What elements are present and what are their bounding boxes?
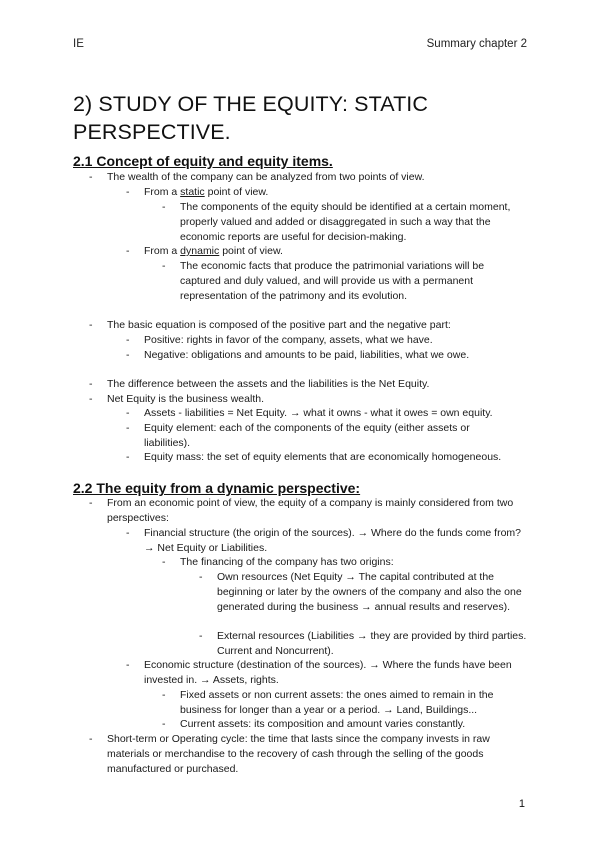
list-item: - The wealth of the company can be analyzed from two points of view. <box>89 171 425 183</box>
list-item: - Financial structure (the origin of the sources). → Where do the funds come from? → Net Equity or Liabilities. <box>126 527 522 554</box>
list-item: - Negative: obligations and amounts to be paid, liabilities, what we owe. <box>126 349 470 361</box>
page-number: 1 <box>518 798 525 810</box>
list-item: - The basic equation is composed of the positive part and the negative part: <box>89 319 451 331</box>
header-right: Summary chapter 2 <box>426 38 527 50</box>
list-item: - From a static point of view. <box>126 186 269 198</box>
list-item: - Net Equity is the business wealth. <box>89 393 264 405</box>
list-item: - Equity mass: the set of equity elements that are economically homogeneous. <box>126 451 502 463</box>
list-item: - External resources (Liabilities → they are provided by third parties. Current and Noncurrent). <box>199 630 527 657</box>
list-item: - From an economic point of view, the equity of a company is mainly considered from two perspectives: <box>89 497 514 524</box>
section-heading-2-1: 2.1 Concept of equity and equity items. <box>73 153 333 169</box>
section-heading-2-2: 2.2 The equity from a dynamic perspective: <box>73 480 361 496</box>
list-item: - Own resources (Net Equity → The capital contributed at the beginning or later by the owners of the company and also the one generated during the business → annual results and reserves). <box>199 571 522 613</box>
list-item: - Short-term or Operating cycle: the time that lasts since the company invests in raw materials or merchandise to the recovery of cash through the selling of the goods manufactured or purchased. <box>89 733 490 775</box>
page-title: 2) STUDY OF THE EQUITY: STATIC PERSPECTIVE. <box>73 92 429 144</box>
list-item: - Economic structure (destination of the sources). → Where the funds have been invested in. → Assets, rights. <box>126 659 512 686</box>
header-left: IE <box>73 38 84 50</box>
list-item: - From a dynamic point of view. <box>126 245 283 257</box>
list-item: - Assets - liabilities = Net Equity. → what it owns - what it owes = own equity. <box>126 407 493 419</box>
list-item: - Equity element: each of the components of the equity (either assets or liabilities). <box>126 422 470 449</box>
list-item: - The economic facts that produce the patrimonial variations will be captured and duly valued, and will provide us with a permanent representation of the patrimony and its evolution. <box>162 260 485 302</box>
list-item: - Positive: rights in favor of the company, assets, what we have. <box>126 334 433 346</box>
list-item: - The financing of the company has two origins: <box>162 556 394 568</box>
list-item: - Fixed assets or non current assets: the ones aimed to remain in the business for longer than a year or a period. → Land, Buildings... <box>162 689 494 716</box>
list-item: - The components of the equity should be identified at a certain moment, properly valued and added or disaggregated in such a way that the economic reports are useful for decision-making. <box>162 201 511 243</box>
list-item: - The difference between the assets and the liabilities is the Net Equity. <box>89 378 430 390</box>
list-item: - Current assets: its composition and amount varies constantly. <box>162 718 466 730</box>
